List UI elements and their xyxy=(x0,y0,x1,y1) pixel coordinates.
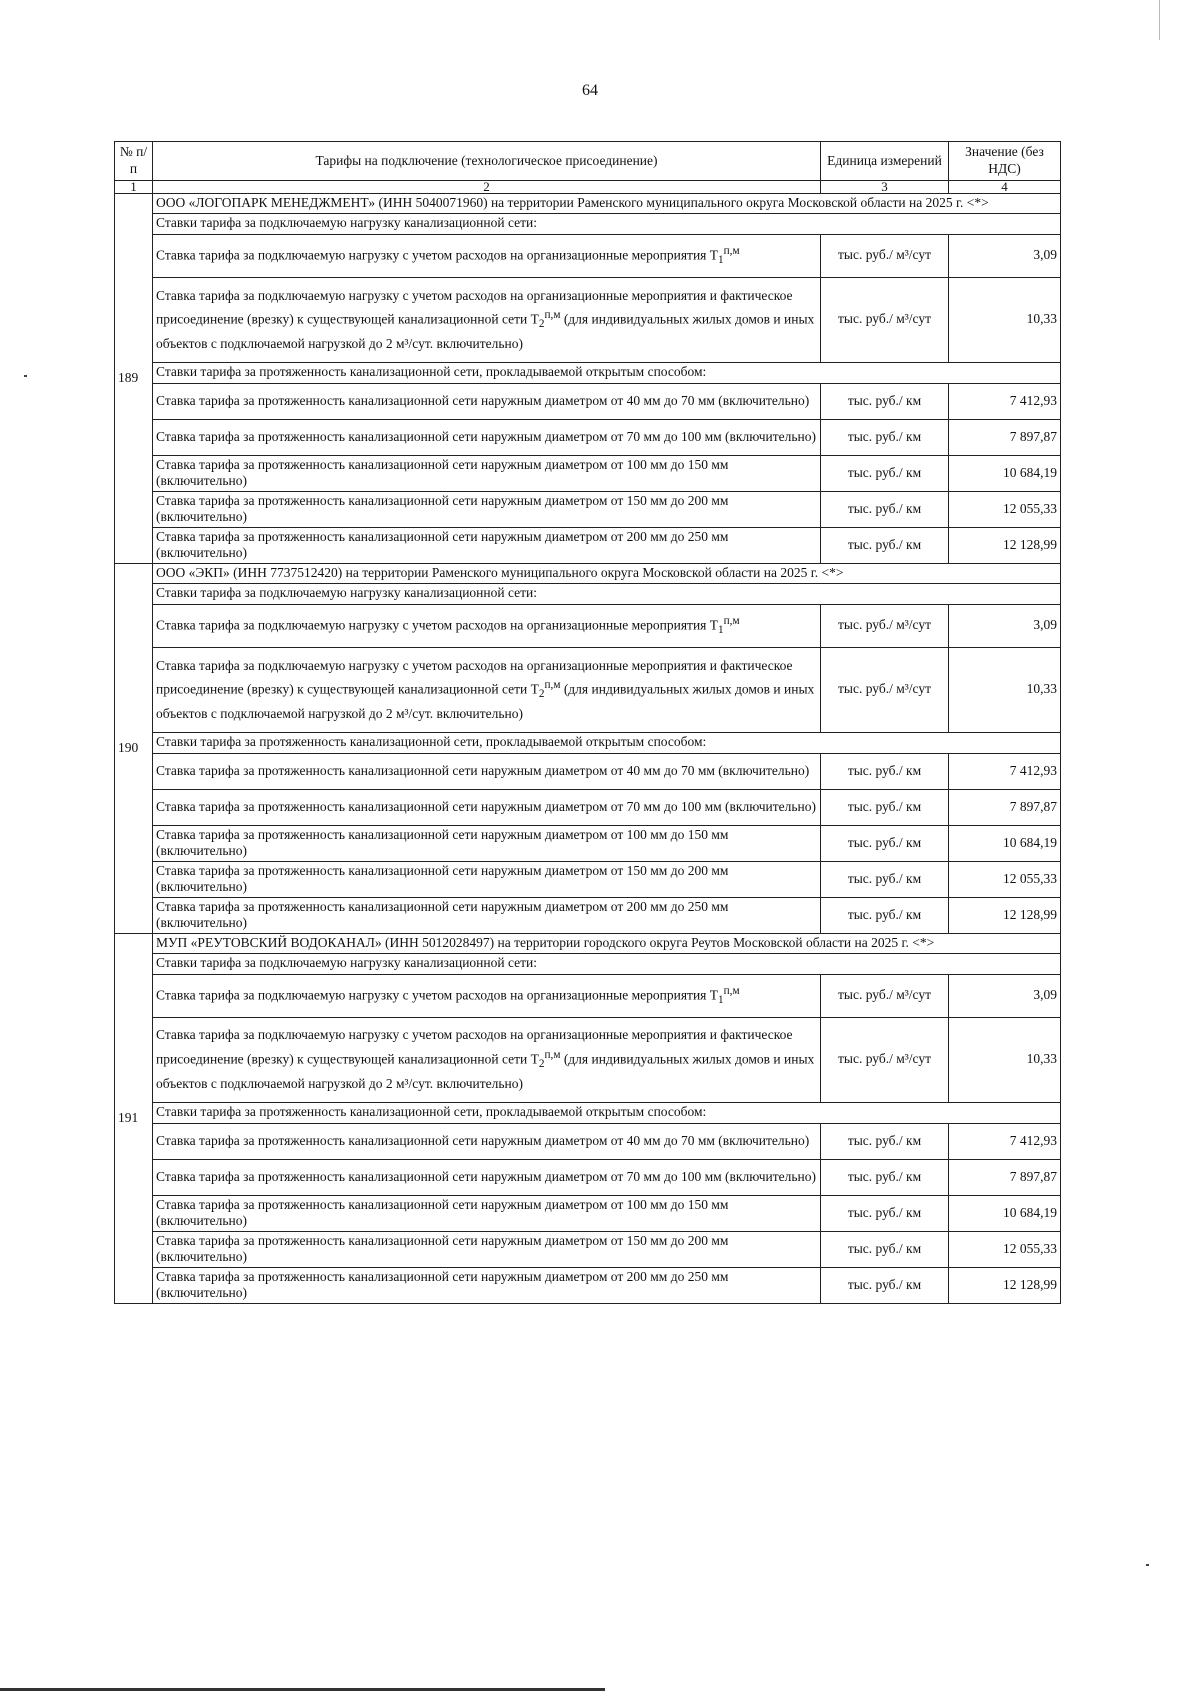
superscript: п,м xyxy=(544,679,561,692)
organization-title: МУП «РЕУТОВСКИЙ ВОДОКАНАЛ» (ИНН 5012028497) на территории городского округа Реутов Московской области на 2025 г. <*> xyxy=(153,933,1061,953)
rate-description xyxy=(153,604,821,647)
table-row xyxy=(115,604,1061,647)
subscript: 1 xyxy=(718,254,724,267)
unit-cell: тыс. руб./ км xyxy=(821,527,949,563)
subsection-row xyxy=(115,362,1061,383)
table-row xyxy=(115,527,1061,563)
value-cell: 12 055,33 xyxy=(949,861,1061,897)
header-num: № п/п xyxy=(115,142,153,181)
rate-description xyxy=(153,1017,821,1102)
table-row xyxy=(115,789,1061,825)
subsection-title: Ставки тарифа за протяженность канализационной сети, прокладываемой открытым способом: xyxy=(153,1102,1061,1123)
unit-cell: тыс. руб./ км xyxy=(821,1159,949,1195)
scan-speck xyxy=(1146,1564,1149,1566)
subsection-title: Ставки тарифа за протяженность канализационной сети, прокладываемой открытым способом: xyxy=(153,362,1061,383)
column-index: 2 xyxy=(153,181,821,194)
org-row xyxy=(115,563,1061,583)
rate-description: Ставка тарифа за протяженность канализационной сети наружным диаметром от 150 мм до 200 мм (включительно) xyxy=(153,491,821,527)
column-index: 4 xyxy=(949,181,1061,194)
organization-title: ООО «ЭКП» (ИНН 7737512420) на территории Раменского муниципального округа Московской области на 2025 г. <*> xyxy=(153,563,1061,583)
unit-cell: тыс. руб./ км xyxy=(821,861,949,897)
subscript: 2 xyxy=(538,318,545,331)
rate-text: (для индивидуальных жилых домов и иных объектов с подключаемой нагрузкой до 2 м³/сут. включительно) xyxy=(156,1051,815,1092)
column-index-row xyxy=(115,181,1061,194)
rate-description: Ставка тарифа за протяженность канализационной сети наружным диаметром от 70 мм до 100 мм (включительно) xyxy=(153,1159,821,1195)
scan-edge-line xyxy=(1159,0,1160,40)
org-row xyxy=(115,933,1061,953)
subscript: 1 xyxy=(718,624,724,637)
subsection-title: Ставки тарифа за подключаемую нагрузку канализационной сети: xyxy=(153,583,1061,604)
unit-cell: тыс. руб./ км xyxy=(821,455,949,491)
unit-cell: тыс. руб./ м³/сут xyxy=(821,1017,949,1102)
value-cell: 7 897,87 xyxy=(949,789,1061,825)
subscript: 2 xyxy=(538,1058,545,1071)
row-number: 190 xyxy=(115,563,153,933)
rate-description: Ставка тарифа за протяженность канализационной сети наружным диаметром от 70 мм до 100 мм (включительно) xyxy=(153,789,821,825)
row-number: 191 xyxy=(115,933,153,1303)
subsection-title: Ставки тарифа за подключаемую нагрузку канализационной сети: xyxy=(153,213,1061,234)
value-cell: 7 412,93 xyxy=(949,1123,1061,1159)
unit-cell: тыс. руб./ км xyxy=(821,1195,949,1231)
value-cell: 10 684,19 xyxy=(949,455,1061,491)
rate-description: Ставка тарифа за протяженность канализационной сети наружным диаметром от 40 мм до 70 мм (включительно) xyxy=(153,1123,821,1159)
table-row xyxy=(115,1231,1061,1267)
value-cell: 12 128,99 xyxy=(949,1267,1061,1303)
rate-text: (для индивидуальных жилых домов и иных объектов с подключаемой нагрузкой до 2 м³/сут. включительно) xyxy=(156,681,815,722)
table-row xyxy=(115,861,1061,897)
header-unit: Единица измерений xyxy=(821,142,949,181)
page-number: 64 xyxy=(582,82,598,99)
value-cell: 7 412,93 xyxy=(949,383,1061,419)
subsection-row xyxy=(115,583,1061,604)
unit-cell: тыс. руб./ м³/сут xyxy=(821,647,949,732)
value-cell: 12 128,99 xyxy=(949,897,1061,933)
table-row xyxy=(115,647,1061,732)
superscript: п,м xyxy=(544,1049,561,1062)
rate-text: Ставка тарифа за подключаемую нагрузку с учетом расходов на организационные мероприятия и фактическое присоединение (врезку) к существующей канализационной сети T xyxy=(156,287,793,327)
subscript: 2 xyxy=(538,688,545,701)
column-index: 3 xyxy=(821,181,949,194)
value-cell: 10 684,19 xyxy=(949,1195,1061,1231)
table-row xyxy=(115,1159,1061,1195)
rate-description: Ставка тарифа за протяженность канализационной сети наружным диаметром от 70 мм до 100 мм (включительно) xyxy=(153,419,821,455)
table-row xyxy=(115,897,1061,933)
table-row xyxy=(115,419,1061,455)
subsection-row xyxy=(115,953,1061,974)
rate-description xyxy=(153,234,821,277)
rate-text: Ставка тарифа за подключаемую нагрузку с учетом расходов на организационные мероприятия T xyxy=(156,617,719,633)
unit-cell: тыс. руб./ м³/сут xyxy=(821,234,949,277)
value-cell: 12 128,99 xyxy=(949,527,1061,563)
rate-description: Ставка тарифа за протяженность канализационной сети наружным диаметром от 150 мм до 200 мм (включительно) xyxy=(153,1231,821,1267)
subsection-row xyxy=(115,1102,1061,1123)
organization-title: ООО «ЛОГОПАРК МЕНЕДЖМЕНТ» (ИНН 5040071960) на территории Раменского муниципального округа Московской области на 2025 г. <*> xyxy=(153,194,1061,214)
tariffs-table xyxy=(114,141,1061,1304)
rate-description: Ставка тарифа за протяженность канализационной сети наружным диаметром от 200 мм до 250 мм (включительно) xyxy=(153,897,821,933)
value-cell: 10,33 xyxy=(949,1017,1061,1102)
subsection-row xyxy=(115,213,1061,234)
unit-cell: тыс. руб./ км xyxy=(821,753,949,789)
unit-cell: тыс. руб./ км xyxy=(821,1267,949,1303)
table-body xyxy=(115,194,1061,1304)
table-header-row xyxy=(115,142,1061,181)
table-row xyxy=(115,383,1061,419)
unit-cell: тыс. руб./ м³/сут xyxy=(821,277,949,362)
superscript: п,м xyxy=(723,615,740,628)
table-row xyxy=(115,455,1061,491)
rate-description: Ставка тарифа за протяженность канализационной сети наружным диаметром от 100 мм до 150 мм (включительно) xyxy=(153,1195,821,1231)
value-cell: 10,33 xyxy=(949,647,1061,732)
org-row xyxy=(115,194,1061,214)
column-index: 1 xyxy=(115,181,153,194)
unit-cell: тыс. руб./ м³/сут xyxy=(821,974,949,1017)
unit-cell: тыс. руб./ км xyxy=(821,491,949,527)
value-cell: 12 055,33 xyxy=(949,1231,1061,1267)
rate-text: Ставка тарифа за подключаемую нагрузку с учетом расходов на организационные мероприятия и фактическое присоединение (врезку) к существующей канализационной сети T xyxy=(156,657,793,697)
unit-cell: тыс. руб./ км xyxy=(821,897,949,933)
value-cell: 7 412,93 xyxy=(949,753,1061,789)
table-row xyxy=(115,974,1061,1017)
rate-text: (для индивидуальных жилых домов и иных объектов с подключаемой нагрузкой до 2 м³/сут. включительно) xyxy=(156,311,815,352)
row-number: 189 xyxy=(115,194,153,564)
unit-cell: тыс. руб./ км xyxy=(821,825,949,861)
superscript: п,м xyxy=(723,985,740,997)
rate-description xyxy=(153,647,821,732)
table-row xyxy=(115,753,1061,789)
subsection-row xyxy=(115,732,1061,753)
table-row xyxy=(115,1017,1061,1102)
unit-cell: тыс. руб./ м³/сут xyxy=(821,604,949,647)
table-row xyxy=(115,1195,1061,1231)
unit-cell: тыс. руб./ км xyxy=(821,1231,949,1267)
value-cell: 7 897,87 xyxy=(949,1159,1061,1195)
scan-speck xyxy=(24,375,27,377)
subsection-title: Ставки тарифа за протяженность канализационной сети, прокладываемой открытым способом: xyxy=(153,732,1061,753)
rate-description xyxy=(153,277,821,362)
header-desc: Тарифы на подключение (технологическое присоединение) xyxy=(153,142,821,181)
rate-description: Ставка тарифа за протяженность канализационной сети наружным диаметром от 100 мм до 150 мм (включительно) xyxy=(153,455,821,491)
scan-bottom-edge xyxy=(0,1688,605,1691)
value-cell: 10,33 xyxy=(949,277,1061,362)
unit-cell: тыс. руб./ км xyxy=(821,383,949,419)
value-cell: 7 897,87 xyxy=(949,419,1061,455)
rate-text: Ставка тарифа за подключаемую нагрузку с учетом расходов на организационные мероприятия T xyxy=(156,987,719,1003)
table-row xyxy=(115,491,1061,527)
rate-text: Ставка тарифа за подключаемую нагрузку с учетом расходов на организационные мероприятия T xyxy=(156,247,719,263)
value-cell: 12 055,33 xyxy=(949,491,1061,527)
superscript: п,м xyxy=(544,309,561,322)
table-row xyxy=(115,825,1061,861)
table-row xyxy=(115,277,1061,362)
superscript: п,м xyxy=(723,245,740,258)
rate-description: Ставка тарифа за протяженность канализационной сети наружным диаметром от 100 мм до 150 мм (включительно) xyxy=(153,825,821,861)
subscript: 1 xyxy=(718,994,724,1007)
rate-description: Ставка тарифа за протяженность канализационной сети наружным диаметром от 200 мм до 250 мм (включительно) xyxy=(153,527,821,563)
value-cell: 3,09 xyxy=(949,974,1061,1017)
table-row xyxy=(115,1267,1061,1303)
unit-cell: тыс. руб./ км xyxy=(821,1123,949,1159)
header-value: Значение (без НДС) xyxy=(949,142,1061,181)
rate-text: Ставка тарифа за подключаемую нагрузку с учетом расходов на организационные мероприятия и фактическое присоединение (врезку) к существующей канализационной сети T xyxy=(156,1027,793,1067)
rate-description: Ставка тарифа за протяженность канализационной сети наружным диаметром от 40 мм до 70 мм (включительно) xyxy=(153,753,821,789)
table-row xyxy=(115,234,1061,277)
table-row xyxy=(115,1123,1061,1159)
rate-description: Ставка тарифа за протяженность канализационной сети наружным диаметром от 200 мм до 250 мм (включительно) xyxy=(153,1267,821,1303)
value-cell: 3,09 xyxy=(949,234,1061,277)
value-cell: 10 684,19 xyxy=(949,825,1061,861)
subsection-title: Ставки тарифа за подключаемую нагрузку канализационной сети: xyxy=(153,953,1061,974)
unit-cell: тыс. руб./ км xyxy=(821,789,949,825)
value-cell: 3,09 xyxy=(949,604,1061,647)
rate-description: Ставка тарифа за протяженность канализационной сети наружным диаметром от 150 мм до 200 мм (включительно) xyxy=(153,861,821,897)
rate-description: Ставка тарифа за протяженность канализационной сети наружным диаметром от 40 мм до 70 мм (включительно) xyxy=(153,383,821,419)
unit-cell: тыс. руб./ км xyxy=(821,419,949,455)
rate-description xyxy=(153,974,821,1017)
